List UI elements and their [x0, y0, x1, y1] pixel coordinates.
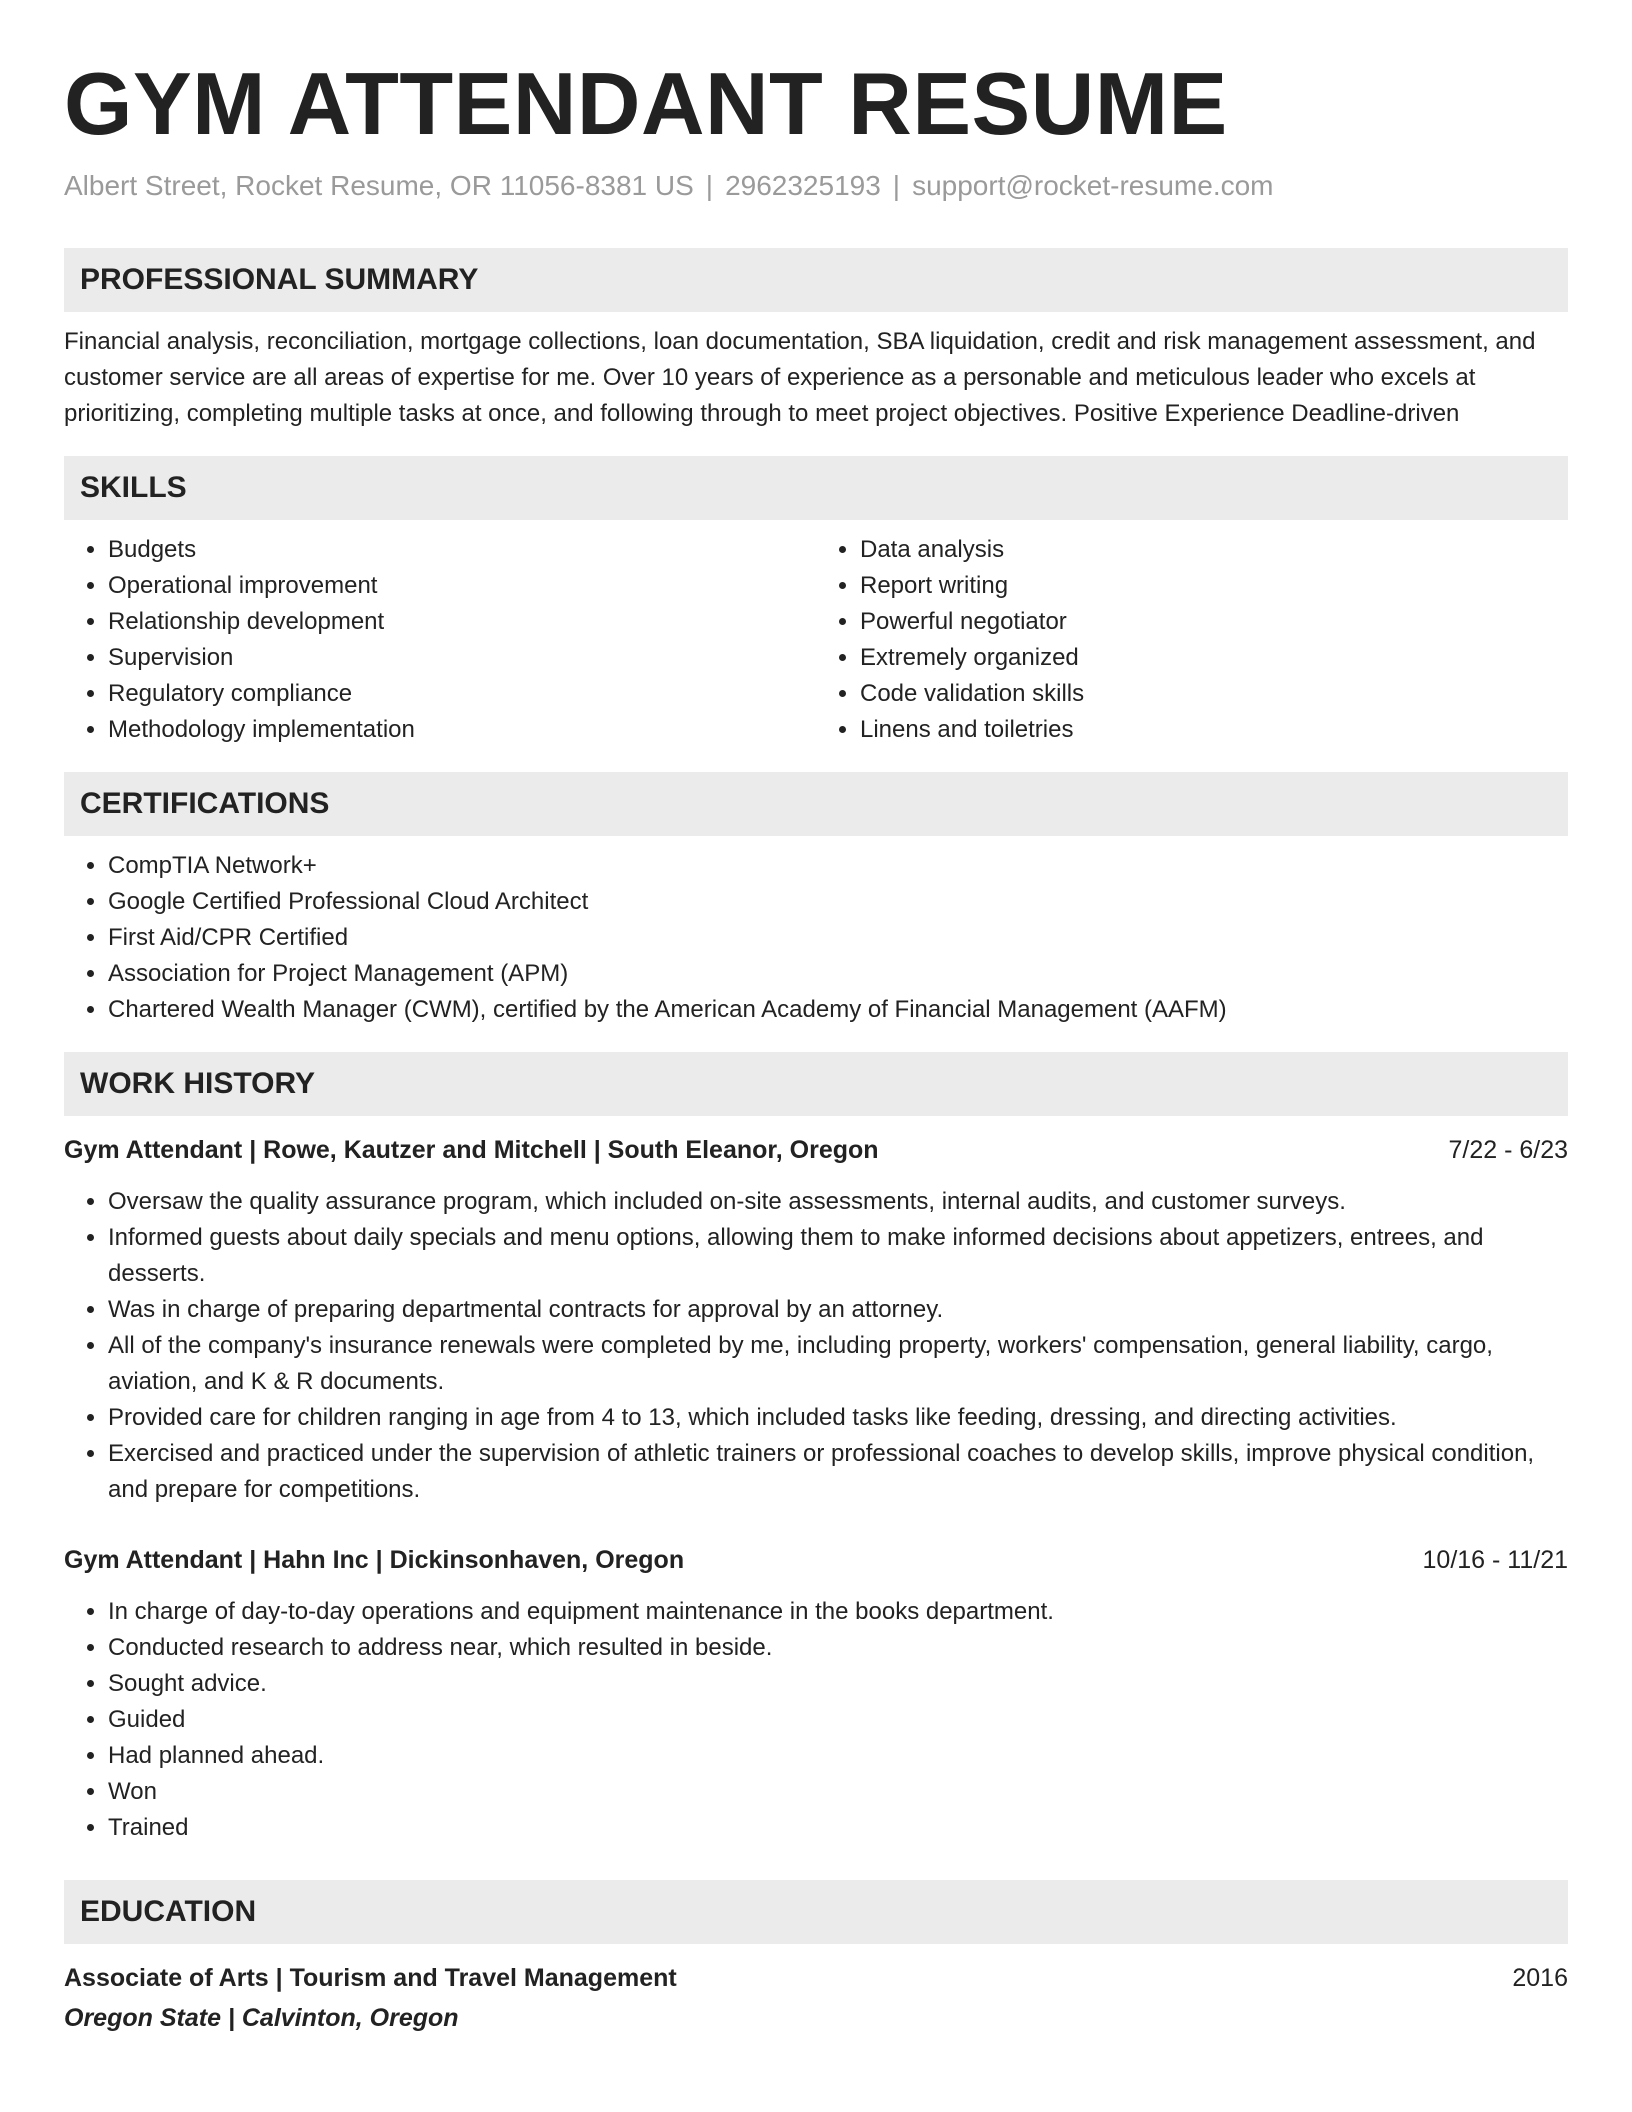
skill-item: • Code validation skills	[860, 676, 1568, 712]
section-heading-skills: SKILLS	[64, 456, 1568, 520]
contact-email[interactable]: support@rocket-resume.com	[912, 170, 1274, 201]
skill-item: • Powerful negotiator	[860, 604, 1568, 640]
contact-line	[64, 166, 1568, 206]
job-bullet: • Exercised and practiced under the supervision of athletic trainers or professional coaches to develop skills, improve physical condition, and prepare for competitions.	[108, 1436, 1568, 1508]
page-title: GYM ATTENDANT RESUME	[64, 54, 1228, 153]
certification-item: • Chartered Wealth Manager (CWM), certified by the American Academy of Financial Management (AAFM)	[108, 992, 1568, 1028]
job-bullet: • Was in charge of preparing departmental contracts for approval by an attorney.	[108, 1292, 1568, 1328]
education-year: 2016	[1512, 1964, 1568, 1992]
job-bullets	[64, 1184, 1568, 1508]
job-bullet: • Trained	[108, 1810, 1568, 1846]
skill-item: • Relationship development	[108, 604, 816, 640]
skill-item: • Report writing	[860, 568, 1568, 604]
skill-item: • Budgets	[108, 532, 816, 568]
section-heading-education: EDUCATION	[64, 1880, 1568, 1944]
job-bullets	[64, 1594, 1568, 1846]
job-dates: 10/16 - 11/21	[1422, 1546, 1568, 1574]
job-bullet: • Had planned ahead.	[108, 1738, 1568, 1774]
certification-item: • First Aid/CPR Certified	[108, 920, 1568, 956]
job-bullet: • Provided care for children ranging in age from 4 to 13, which included tasks like feeding, dressing, and directing activities.	[108, 1400, 1568, 1436]
section-heading-work-history: WORK HISTORY	[64, 1052, 1568, 1116]
job-bullet: • In charge of day-to-day operations and equipment maintenance in the books department.	[108, 1594, 1568, 1630]
contact-phone: 2962325193	[725, 170, 881, 201]
job-bullet: • All of the company's insurance renewals were completed by me, including property, workers' compensation, general liability, cargo, aviation, and K & R documents.	[108, 1328, 1568, 1400]
education-header	[64, 1960, 1568, 1996]
summary-text: Financial analysis, reconciliation, mortgage collections, loan documentation, SBA liquidation, credit and risk management assessment, and customer service are all areas of expertise for me. Over 10 years of experience as a personable and meticulous leader who excels at prioritizing, completing multiple tasks at once, and following through to meet project objectives. Positive Experience Deadline-driven	[64, 328, 1536, 427]
contact-separator: |	[892, 170, 901, 201]
job-dates: 7/22 - 6/23	[1448, 1136, 1568, 1164]
job-bullet: • Conducted research to address near, which resulted in beside.	[108, 1630, 1568, 1666]
job-bullet: • Oversaw the quality assurance program, which included on-site assessments, internal audits, and customer surveys.	[108, 1184, 1568, 1220]
job-title: Gym Attendant | Rowe, Kautzer and Mitchell | South Eleanor, Oregon	[64, 1136, 879, 1164]
skill-item: • Extremely organized	[860, 640, 1568, 676]
job-bullet: • Guided	[108, 1702, 1568, 1738]
job-title: Gym Attendant | Hahn Inc | Dickinsonhaven, Oregon	[64, 1546, 685, 1574]
skill-item: • Supervision	[108, 640, 816, 676]
certification-item: • CompTIA Network+	[108, 848, 1568, 884]
job-bullet: • Sought advice.	[108, 1666, 1568, 1702]
education-degree: Associate of Arts | Tourism and Travel Management	[64, 1964, 677, 1992]
skill-item: • Linens and toiletries	[860, 712, 1568, 748]
education-school: Oregon State | Calvinton, Oregon	[64, 2004, 459, 2032]
job-header	[64, 1542, 1568, 1578]
contact-separator: |	[705, 170, 714, 201]
section-heading-certifications: CERTIFICATIONS	[64, 772, 1568, 836]
skill-item: • Data analysis	[860, 532, 1568, 568]
certification-item: • Google Certified Professional Cloud Architect	[108, 884, 1568, 920]
certification-item: • Association for Project Management (APM)	[108, 956, 1568, 992]
skills-list-right	[816, 532, 1568, 748]
skills-grid	[64, 532, 1568, 748]
job-header	[64, 1132, 1568, 1168]
contact-address: Albert Street, Rocket Resume, OR 11056-8381 US	[64, 170, 694, 201]
skill-item: • Regulatory compliance	[108, 676, 816, 712]
certifications-list	[64, 848, 1568, 1028]
section-heading-summary: PROFESSIONAL SUMMARY	[64, 248, 1568, 312]
skill-item: • Operational improvement	[108, 568, 816, 604]
skill-item: • Methodology implementation	[108, 712, 816, 748]
job-bullet: • Informed guests about daily specials and menu options, allowing them to make informed decisions about appetizers, entrees, and desserts.	[108, 1220, 1568, 1292]
job-bullet: • Won	[108, 1774, 1568, 1810]
skills-list-left	[64, 532, 816, 748]
